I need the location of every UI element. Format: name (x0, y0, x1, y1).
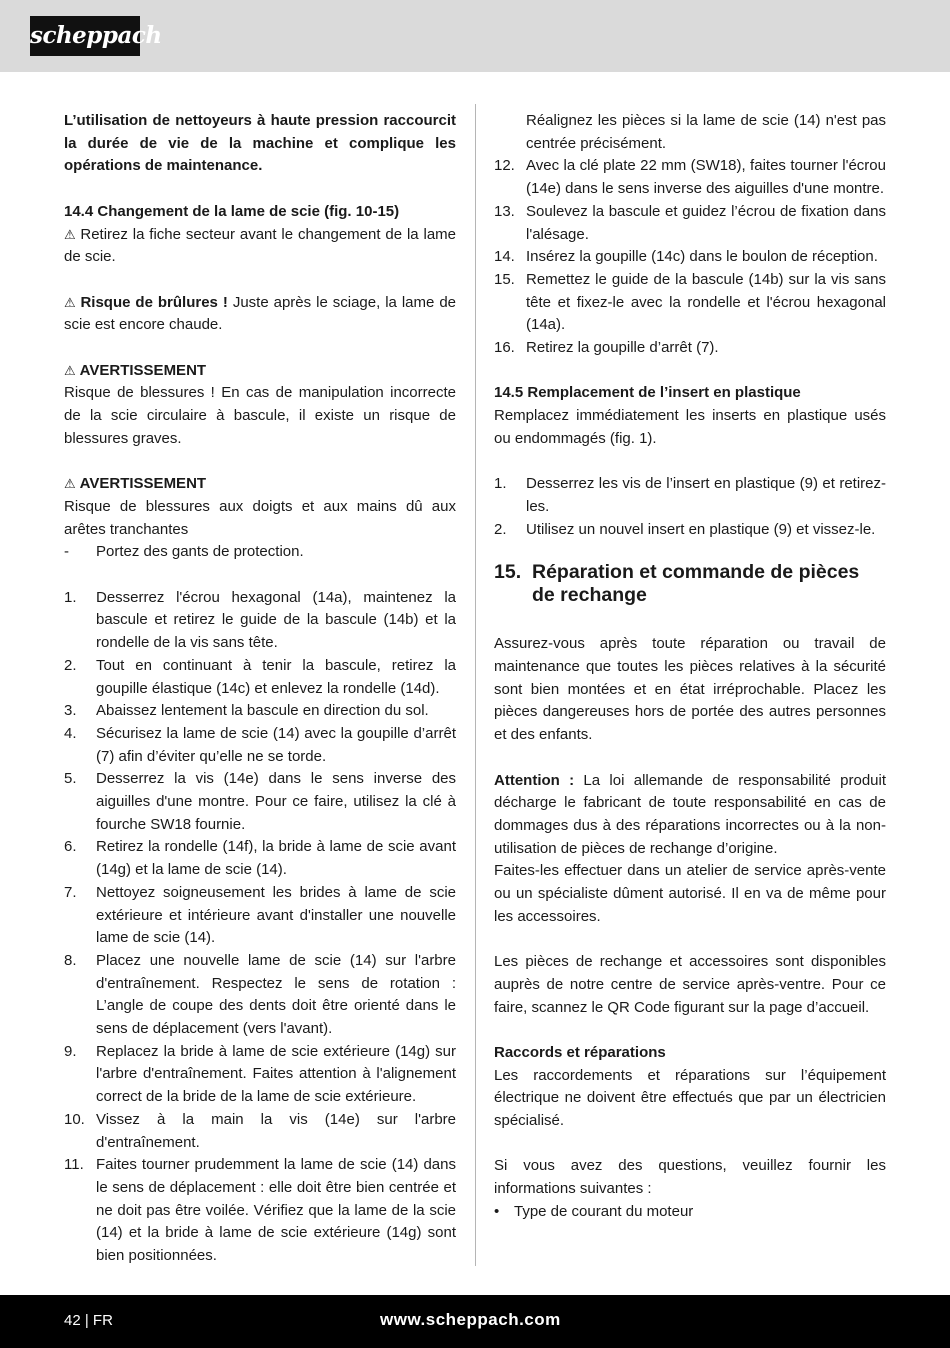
step-item: 1. Desserrez l'écrou hexagonal (14a), maintenez la bascule et retirez le guide de la bascule (14b) et la rondelle de la vis sans tête. (64, 588, 456, 652)
section-14-5-title: 14.5 Remplacement de l’insert en plastique (494, 384, 801, 402)
step-item: 2. Utilisez un nouvel insert en plastique (9) et vissez-le. (494, 520, 876, 538)
scheppach-logo: scheppach (30, 16, 140, 56)
section-14-4-title: 14.4 Changement de la lame de scie (fig. 10-15) (64, 202, 400, 220)
raccords-title: Raccords et réparations (494, 1043, 666, 1061)
step-item: 8. Placez une nouvelle lame de scie (14) sur l'arbre d'entraînement. Respectez le sens de rotation : L’angle de coupe des dents doit être orienté dans le sens de déplacement (vers l'avant). (64, 951, 456, 1038)
step-item: 10. Vissez à la main la vis (14e) sur l'arbre d'entraînement. (64, 1110, 456, 1151)
step-item-continued: Réalignez les pièces si la lame de scie (14) n'est pas centrée précisément. (526, 112, 886, 152)
steps-list-right (494, 110, 886, 360)
page-footer (0, 1295, 950, 1348)
step-item: 2. Tout en continuant à tenir la bascule, retirez la goupille élastique (14c) et enlevez la rondelle (14d). (64, 656, 456, 697)
step-item: 4. Sécurisez la lame de scie (14) avec la goupille d’arrêt (7) afin d’éviter qu’elle ne se torde. (64, 724, 456, 765)
list-item: • Type de courant du moteur (494, 1202, 694, 1220)
warning-triangle-icon: ⚠ (64, 294, 77, 310)
burn-warning: ⚠ Risque de brûlures ! Juste après le sciage, la lame de scie est encore chaude. (64, 293, 457, 334)
insert-steps-list (494, 473, 886, 541)
avertissement-2-title: ⚠ AVERTISSEMENT (64, 475, 207, 493)
step-item: 7. Nettoyez soigneusement les brides à lame de scie extérieure et intérieure avant d'installer une nouvelle lame de scie (14). (64, 883, 456, 947)
gloves-list (64, 541, 456, 564)
avertissement-2-text: Risque de blessures aux doigts et aux mains dû aux arêtes tranchantes (64, 497, 456, 538)
step-item: 9. Replacez la bride à lame de scie extérieure (14g) sur l'arbre d'entraînement. Faites attention à l'alignement correct de la bride de la lame de scie extérieure. (64, 1042, 456, 1106)
raccords-text: Les raccordements et réparations sur l’équipement électrique ne doivent être effectués que par un électricien spécialisé. (494, 1066, 886, 1130)
right-column (494, 110, 886, 1224)
column-divider (475, 104, 476, 1266)
steps-list-left (64, 587, 456, 1268)
page-number: 42 | FR (64, 1312, 113, 1329)
step-item: 13. Soulevez la bascule et guidez l’écrou de fixation dans l'alésage. (494, 202, 886, 243)
warning-triangle-icon: ⚠ (64, 226, 77, 242)
page-header (0, 0, 950, 72)
step-item: 3. Abaissez lentement la bascule en direction du sol. (64, 702, 429, 720)
section-15-heading: 15. Réparation et commande de pièces de rechange (494, 561, 860, 607)
section-14-5-text: Remplacez immédiatement les inserts en plastique usés ou endommagés (fig. 1). (494, 407, 886, 447)
step-item: 6. Retirez la rondelle (14f), la bride à lame de scie avant (14g) et la lame de scie (14). (64, 838, 456, 879)
spare-parts-paragraph: Les pièces de rechange et accessoires sont disponibles auprès de notre centre de service après-ventre. Pour ce faire, scannez le QR Code figurant sur la page d’accueil. (494, 953, 886, 1016)
step-item: 11. Faites tourner prudemment la lame de scie (14) dans le sens de déplacement : elle doit être bien centrée et ne doit pas être voilée. Vérifiez que la lame de la scie (14) et la bride à lame de scie extérieure (14g) sont bien positionnées. (64, 1156, 456, 1265)
list-item: - Portez des gants de protection. (64, 543, 304, 561)
step-item: 1. Desserrez les vis de l’insert en plastique (9) et retirez-les. (494, 475, 886, 515)
step-item: 15. Remettez le guide de la bascule (14b) sur la vis sans tête et fixez-le avec la rondelle et l'écrou hexagonal (14a). (494, 270, 886, 334)
service-paragraph: Faites-les effectuer dans un atelier de service après-vente ou un spécialiste dûment autorisé. Il en va de même pour les accessoires. (494, 862, 886, 925)
warning-triangle-icon: ⚠ (64, 476, 76, 492)
step-item: 5. Desserrez la vis (14e) dans le sens inverse des aiguilles d'une montre. Pour ce faire, utilisez la clé à fourche SW18 fournie. (64, 770, 456, 833)
unplug-warning: ⚠ Retirez la fiche secteur avant le changement de la lame de scie. (64, 225, 456, 266)
left-column (64, 110, 456, 1268)
questions-text: Si vous avez des questions, veuillez fournir les informations suivantes : (494, 1157, 886, 1198)
attention-paragraph: Attention : La loi allemande de responsabilité produit décharge le fabricant de toute responsabilité en cas de dommages dus à des réparations incorrectes ou à la non-utilisation de pièces de rechange d’origine. (494, 771, 886, 857)
website-url: www.scheppach.com (380, 1310, 561, 1329)
repair-paragraph: Assurez-vous après toute réparation ou travail de maintenance que toutes les pièces relatives à la sécurité sont bien montées et en état irréprochable. Placez les pièces dangereuses hors de portée des autres personnes et des enfants. (494, 635, 886, 744)
step-item: 14. Insérez la goupille (14c) dans le boulon de réception. (494, 248, 878, 266)
step-item: 12. Avec la clé plate 22 mm (SW18), faites tourner l'écrou (14e) dans le sens inverse des aiguilles d'une montre. (494, 157, 886, 198)
warning-triangle-icon: ⚠ (64, 362, 76, 378)
intro-warning-text: L’utilisation de nettoyeurs à haute pression raccourcit la durée de vie de la machine et complique les opérations de maintenance. (64, 112, 456, 175)
avertissement-1-text: Risque de blessures ! En cas de manipulation incorrecte de la scie circulaire à bascule, il existe un risque de blessures graves. (64, 384, 456, 447)
step-item: 16. Retirez la goupille d’arrêt (7). (494, 339, 719, 357)
avertissement-1-title: ⚠ AVERTISSEMENT (64, 361, 207, 379)
